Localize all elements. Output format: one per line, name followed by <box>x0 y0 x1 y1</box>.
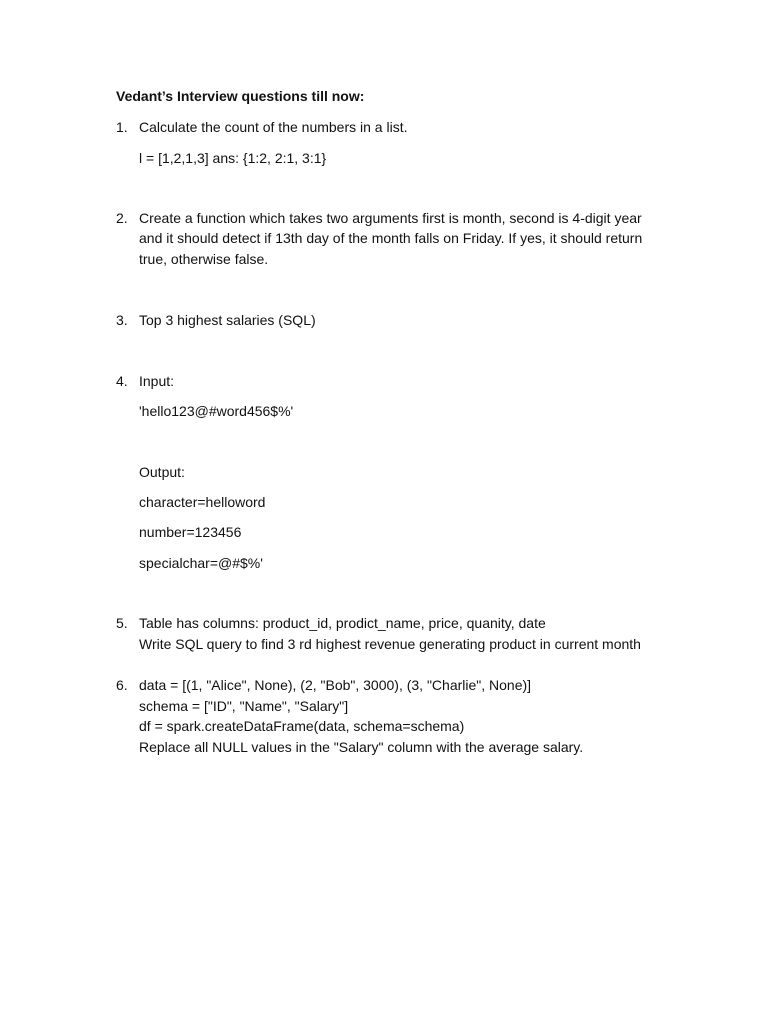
question-2-line-3: true, otherwise false. <box>139 251 269 267</box>
question-5-line-1: Table has columns: product_id, prodict_name, price, quanity, date <box>139 615 546 631</box>
question-1-number: 1. <box>116 119 128 135</box>
question-6-number: 6. <box>116 677 128 693</box>
question-1-text: Calculate the count of the numbers in a list. <box>139 119 408 135</box>
question-1-example: l = [1,2,1,3] ans: {1:2, 2:1, 3:1} <box>139 150 327 166</box>
question-4-output-character: character=helloword <box>139 494 266 510</box>
question-3-text: Top 3 highest salaries (SQL) <box>139 312 316 328</box>
question-4-output-specialchar: specialchar=@#$%' <box>139 555 263 571</box>
question-2-line-2: and it should detect if 13th day of the month falls on Friday. If yes, it should return <box>139 230 643 246</box>
question-4-input-label: Input: <box>139 373 175 389</box>
question-4-input-value: 'hello123@#word456$%' <box>139 403 294 419</box>
question-5-number: 5. <box>116 615 128 631</box>
question-2-number: 2. <box>116 210 128 226</box>
question-6-line-1: data = [(1, "Alice", None), (2, "Bob", 3000), (3, "Charlie", None)] <box>139 677 532 693</box>
question-4-number: 4. <box>116 373 128 389</box>
question-4-output-label: Output: <box>139 464 185 480</box>
question-6-line-3: df = spark.createDataFrame(data, schema=schema) <box>139 718 465 734</box>
question-6-line-2: schema = ["ID", "Name", "Salary"] <box>139 698 349 714</box>
document-title: Vedant’s Interview questions till now: <box>116 88 365 104</box>
question-5-line-2: Write SQL query to find 3 rd highest revenue generating product in current month <box>139 636 641 652</box>
question-4-output-number: number=123456 <box>139 524 242 540</box>
question-6-line-4: Replace all NULL values in the "Salary" column with the average salary. <box>139 739 584 755</box>
question-3-number: 3. <box>116 312 128 328</box>
question-2-line-1: Create a function which takes two arguments first is month, second is 4-digit year <box>139 210 642 226</box>
